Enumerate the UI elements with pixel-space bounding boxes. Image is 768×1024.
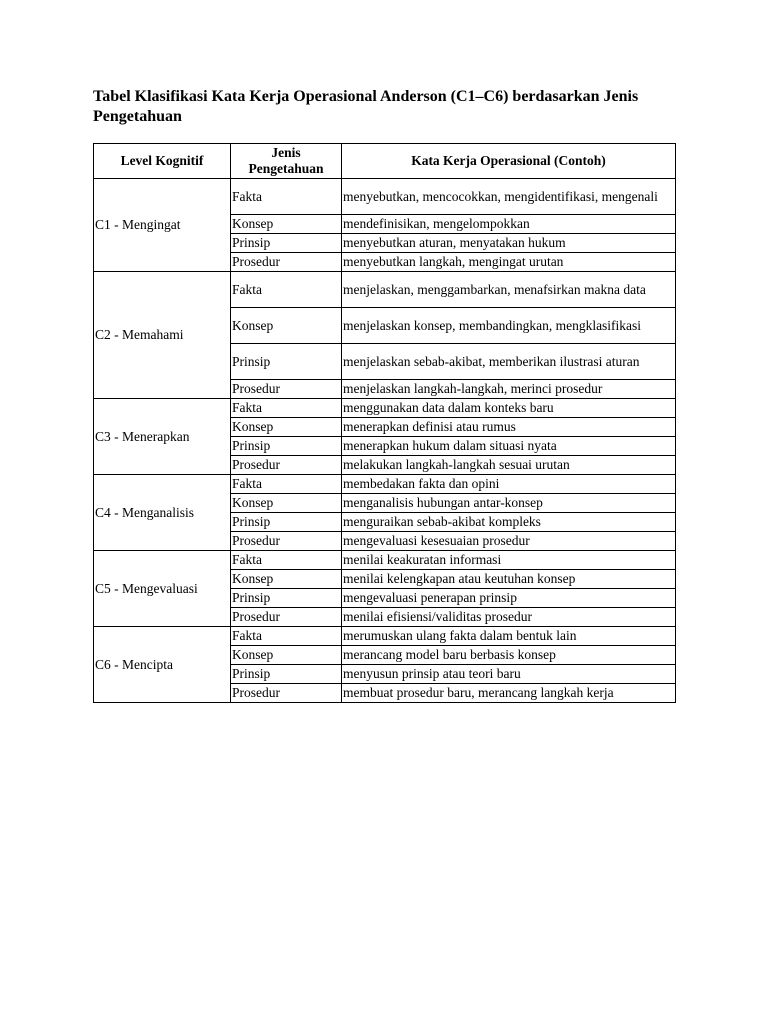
kko-cell: mengevaluasi kesesuaian prosedur (342, 532, 676, 551)
kko-cell: merancang model baru berbasis konsep (342, 646, 676, 665)
jenis-cell: Konsep (231, 646, 342, 665)
table-row (94, 551, 676, 570)
jenis-cell: Fakta (231, 272, 342, 308)
jenis-cell: Prosedur (231, 253, 342, 272)
jenis-cell: Prosedur (231, 684, 342, 703)
table-row (94, 272, 676, 308)
jenis-cell: Prosedur (231, 608, 342, 627)
jenis-cell: Fakta (231, 475, 342, 494)
kko-cell: merumuskan ulang fakta dalam bentuk lain (342, 627, 676, 646)
jenis-cell: Prosedur (231, 532, 342, 551)
level-cell: C4 - Menganalisis (94, 475, 231, 551)
kko-cell: menjelaskan sebab-akibat, memberikan ilustrasi aturan (342, 344, 676, 380)
jenis-cell: Prinsip (231, 234, 342, 253)
header-level-kognitif: Level Kognitif (94, 144, 231, 179)
kko-cell: menguraikan sebab-akibat kompleks (342, 513, 676, 532)
jenis-cell: Prinsip (231, 344, 342, 380)
kko-cell: menerapkan definisi atau rumus (342, 418, 676, 437)
kko-cell: menerapkan hukum dalam situasi nyata (342, 437, 676, 456)
kko-cell: membuat prosedur baru, merancang langkah kerja (342, 684, 676, 703)
jenis-cell: Fakta (231, 399, 342, 418)
table-header-row (94, 144, 676, 179)
table-body (94, 179, 676, 703)
kko-table (93, 143, 676, 703)
kko-cell: menyebutkan langkah, mengingat urutan (342, 253, 676, 272)
level-cell: C2 - Memahami (94, 272, 231, 399)
kko-cell: membedakan fakta dan opini (342, 475, 676, 494)
kko-cell: menjelaskan langkah-langkah, merinci prosedur (342, 380, 676, 399)
jenis-cell: Prinsip (231, 437, 342, 456)
jenis-cell: Konsep (231, 215, 342, 234)
kko-cell: menyusun prinsip atau teori baru (342, 665, 676, 684)
table-row (94, 399, 676, 418)
table-row (94, 179, 676, 215)
kko-cell: mendefinisikan, mengelompokkan (342, 215, 676, 234)
level-cell: C6 - Mencipta (94, 627, 231, 703)
kko-cell: menilai kelengkapan atau keutuhan konsep (342, 570, 676, 589)
header-kata-kerja-operasional: Kata Kerja Operasional (Contoh) (342, 144, 676, 179)
jenis-cell: Fakta (231, 551, 342, 570)
kko-cell: menjelaskan konsep, membandingkan, mengklasifikasi (342, 308, 676, 344)
document-title: Tabel Klasifikasi Kata Kerja Operasional Anderson (C1–C6) berdasarkan Jenis Pengetahuan (93, 88, 639, 125)
jenis-cell: Prosedur (231, 380, 342, 399)
jenis-cell: Fakta (231, 179, 342, 215)
jenis-cell: Prinsip (231, 665, 342, 684)
kko-cell: menilai keakuratan informasi (342, 551, 676, 570)
kko-cell: menilai efisiensi/validitas prosedur (342, 608, 676, 627)
kko-cell: menyebutkan aturan, menyatakan hukum (342, 234, 676, 253)
level-cell: C5 - Mengevaluasi (94, 551, 231, 627)
kko-cell: menggunakan data dalam konteks baru (342, 399, 676, 418)
jenis-cell: Prosedur (231, 456, 342, 475)
jenis-cell: Prinsip (231, 513, 342, 532)
kko-cell: mengevaluasi penerapan prinsip (342, 589, 676, 608)
kko-cell: melakukan langkah-langkah sesuai urutan (342, 456, 676, 475)
level-cell: C1 - Mengingat (94, 179, 231, 272)
jenis-cell: Fakta (231, 627, 342, 646)
table-row (94, 475, 676, 494)
kko-cell: menjelaskan, menggambarkan, menafsirkan makna data (342, 272, 676, 308)
table-row (94, 627, 676, 646)
jenis-cell: Konsep (231, 308, 342, 344)
level-cell: C3 - Menerapkan (94, 399, 231, 475)
kko-cell: menganalisis hubungan antar-konsep (342, 494, 676, 513)
jenis-cell: Prinsip (231, 589, 342, 608)
kko-cell: menyebutkan, mencocokkan, mengidentifikasi, mengenali (342, 179, 676, 215)
jenis-cell: Konsep (231, 570, 342, 589)
jenis-cell: Konsep (231, 418, 342, 437)
header-jenis-pengetahuan: Jenis Pengetahuan (231, 144, 342, 179)
jenis-cell: Konsep (231, 494, 342, 513)
